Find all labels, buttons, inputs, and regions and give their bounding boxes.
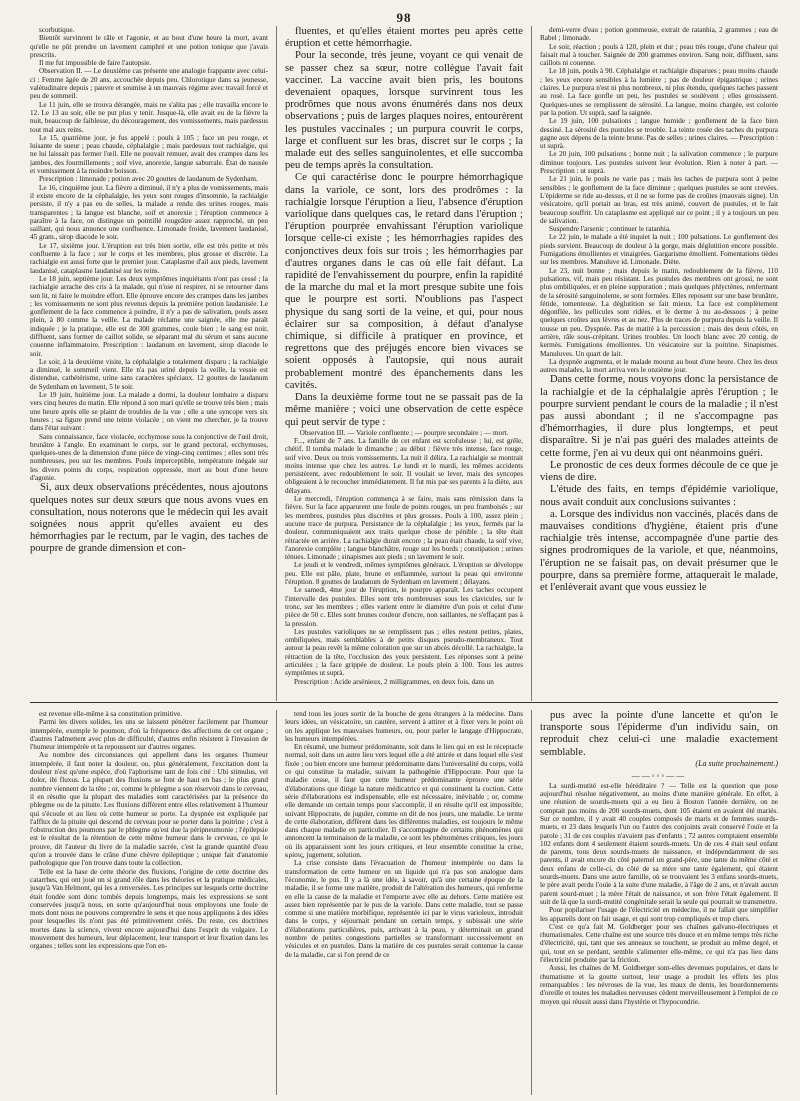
- paragraph: La dyspnée augmenta, et le malade mourut au bout d'une heure. Chez les deux autres malades, la mort arriva vers le onzième jour.: [540, 357, 778, 375]
- paragraph: Sans connaissance, face violacée, ecchymose sous la conjonctive de l'œil droit, brunâtre à l'angle. En examinant le corps, sur le grand pectoral, ecchymoses, quelques-unes de la dimension d'une pièce de vingt-cinq centimes ; elles sont très nombreuses, peu sur les membres. Pouls imperceptible, température inégale sur les divers points du corps, respiration oppressée, mort au bout d'une heure d'agonie.: [30, 432, 268, 483]
- paragraph: Le samedi, 4me jour de l'éruption, le pourpre apparaît. Les taches occupent l'intervalle des pustules. Elles sont très nombreuses sous les clavicules, sur le tronc, sur les membres ; elles varient entre le diamètre d'un pois et celui d'une pièce de 50 c. Elles sont brunes couleur d'encre, non saillantes, ne s'effaçant pas à la pression.: [285, 586, 523, 628]
- paragraph: Pour la seconde, très jeune, voyant ce qui venait de se passer chez sa sœur, notre collègue l'avait fait vacciner. La vaccine avait bien pris, les boutons devenaient opaques, lorsque survinrent tous les prodrômes que nous avons énumérés dans nos deux observations ; puis de larges plaques noires, entourèrent les pustules vaccinales ; un purpura couvrit le corps, large et confluent sur les bras, discret sur le corps ; la malade eut des selles sanguinolentes, et elle succomba peu de temps après la consultation.: [285, 50, 523, 172]
- paragraph: Le 16, cinquième jour. La fièvre a diminué, il n'y a plus de vomissements, mais il existe encore de la céphalalgie, les yeux sont rouges d'insomnie, la rachialgie persiste, il n'y a pas eu de selles, la malade a rendu des urines rouges, mais transparentes ; la langue est blanche, soif et anorexie ; l'éruption commence à paraître à la face, on distingue un pointillé rougeâtre assez rapproché, un peu saillant, qui nous annonce une confluence. Limonade froide, lavement laudanisé, 45 gram., sirop diacode le soir.: [30, 183, 268, 242]
- continuation-note: (La suite prochainement.): [695, 758, 778, 768]
- paragraph: F..., enfant de 7 ans. La famille de cet enfant est scrofuleuse ; lui, est grêle, chétif. Il tomba malade le dimanche ; au début : fièvre très intense, face rouge, soif vive. Deux ou trois vomissements. La nuit il délira. La rachialgie se montrait moins intense que chez les autres. Le lundi et le mardi, les mêmes accidents persistèrent, avec redoublement le soir. Il voulait se lever, mais des syncopes obligeaient à le recoucher immédiatement. Il fut mis par ses parents à la diète, aux délayans.: [285, 437, 523, 495]
- paragraph: Prescription : Acide arsénieux, 2 milligrammes, en deux fois, dans un: [294, 677, 494, 686]
- page-number: 98: [396, 10, 412, 25]
- paragraph: Le 23, nuit bonne ; mais depuis le matin, redoublement de la fièvre, 110 pulsations, vif, mais peu résistant. Les pustules des membres ont grossi, ne sont plus ombiliquées, et en pleine suppuration ; mais quelques phlyctènes, renfermant de la sérosité sanguinolente, se sont formées. Elles reposent sur une base brunâtre, fétide, tomenteuse. La déglutition se fait mieux. La face est complètement dégonflée, les pellicules sont ridées, et le derme à nu au-dessous ; à peine quelques croûtes aux lèvres et au nez. Plus de traces de purpura depuis la veille. Il tousse un peu. Dyspnée. Pas de matité à la percussion ; mais des deux côtés, en arrière, râle sous-crépitant. Urines troubles. Un looch blanc avec 20 centig. de kermès. Fumigations émollientes. Un vésicatoire sur la poitrine. Sinapismes. Manuluves. Un quart de lait.: [540, 266, 778, 358]
- observation-text: [540, 26, 778, 374]
- column-divider: [531, 26, 532, 701]
- top-column-1: [30, 26, 268, 701]
- paragraph: Suspendre l'arsenic ; continuer le ratanhia.: [549, 225, 671, 234]
- paragraph: Les pustules varioliques ne se remplissent pas ; elles restent petites, plates, ombiliquées, mais semblables à de petits disques pseudo-membraneux. Tout autour la peau revêt la même coloration que sur un abcès décollé. La rachialgie, la rétraction de la tête, l'occlusion des yeux persistent. Les réponses sont à peine articulées ; la face grippée de douleur. Le pouls plein à 100. Tous les autres symptômes ut suprà.: [285, 627, 523, 678]
- column-divider: [276, 26, 277, 701]
- section-rule: [30, 702, 778, 703]
- paragraph: L'étude des faits, en temps d'épidémie variolique, nous avait conduit aux conclusions suivantes :: [540, 484, 778, 508]
- commentary-text: [540, 374, 778, 594]
- paragraph: Le 19 juin, huitième jour. La malade a dormi, la douleur lombaire a disparu vers cinq heures du matin. Elle répond à son mari qu'elle se trouve très bien ; mais une heure après elle se plaint de troubles de la vue ; elle a une syncope vers six heures ; sa figure prend une teinte violacée ; on vient me chercher, je la trouve dans l'état suivant :: [30, 391, 268, 433]
- paragraph: La crise consiste dans l'évacuation de l'humeur intempérée ou dans la transformation de cette humeur en un liquide qui n'a pas son analogue dans l'économie, le pus. Il y a là une idée, à savoir, qu'à une certaine époque de la maladie, il se forme une matière, produit de l'altération des humeurs, qui renferme en elle la cause de la maladie et l'emporte avec elle au dehors. Cette matière est assez bien représentée par le pus de la variole. Dans cette maladie, tout se passe comme si une matière morbifique, représentée ici par le virus varioleux, introduit dans le corps, y séjournait pendant un certain temps, y subissait une série d'élaborations particulières, puis, arrivant à la peau, y déterminait un grand nombre de petites congestions partielles se transformant successivement en vésicules et en pustules. Dans la matière de ces pustules serait contenue la cause de la maladie, car si l'on prend de ce: [285, 859, 523, 959]
- column-divider: [531, 710, 532, 1095]
- top-column-3: [540, 26, 778, 701]
- paragraph: Observation II. — Le deuxième cas présente une analogie frappante avec celui-ci : Femme âgée de 20 ans, accouchée depuis peu. Chlorotique dans sa jeunesse, valétudinaire depuis ; pauvre et soumise à un mauvais régime avec travail forcé et peu de sommeil.: [30, 67, 268, 101]
- top-column-2: [285, 26, 523, 701]
- paragraph: pus avec la pointe d'une lancette et qu'on le transporte sous l'épiderme d'un individu sain, on reproduit chez celui-ci une maladie exactement semblable.: [540, 710, 778, 758]
- paragraph: La surdi-mutité est-elle héréditaire ? — Telle est la question que pose aujourd'hui résolue négativement, au moins d'une manière générale. En effet, à une réunion de sourds-muets qui a eu lieu à Boston l'année dernière, on ne comptait pas moins de 200 sourds-muets, dont 105 étaient en avaient été mariés. Sur ce nombre, il y avait 40 couples composés de maris et de femmes sourds-muets, et 23 dans lesquels l'un ou l'autre des conjoints avait conservé l'ouïe et la parole ; 31 de ces couples n'avaient pas d'enfants ; 72 autres comptaient ensemble 102 enfants dont 4 seulement étaient sourds-muets. Un de ces 4 était seul enfant de parents, tous deux sourds-muets de naissance, et indépendamment de ses parents, il avait encore du côté paternel un grand-père, une tante du même côté et deux enfans de celle-ci, du côté de sa mère une tante également, qui étaient sourds-muets. Dans une autre famille, où se trouvaient les 3 enfans sourds-muets, le père avait perdu l'ouïe à la suite d'une maladie, à l'âge de 2 ans, et n'avait aucun parent sourd-muet ; la mère l'était de naissance, et son frère l'était également. Il suit de là que la surdi-mutité congénitale serait la seule qui pourrait se transmettre.: [540, 781, 778, 906]
- paragraph: Telle est la base de cette théorie des fluxions, l'origine de cette doctrine des catarrhes, qui ont joué un si grand rôle dans les théories et la pratique médicales, jusqu'à Van Helmont, qui les a renversées. Les principes sur lesquels cette doctrine était fondée sont donc tombés depuis longtemps, mais les expressions se sont conservées jusqu'à nous, en sorte qu'aujourd'hui nous employons une foule de mots dont nous ne pouvons comprendre le sens et que nous appliquons à des idées pour lesquelles ils n'ont pas été primitivement créés. Du reste, ces doctrines mortes dans la science, vivent encore aujourd'hui dans l'esprit du vulgaire. Le mouvement des humeurs, leur déplacement, leur transport et leur fixation dans les organes ; telles sont les expressions que l'on en-: [30, 867, 268, 951]
- bottom-column-2: [285, 710, 523, 1095]
- paragraph: est revenue elle-même à sa constitution primitive.: [39, 710, 183, 718]
- commentary-text: [30, 482, 268, 555]
- paragraph: Observation III. — Variole confluente ; — pourpre secondaire ; — mort.: [299, 428, 509, 437]
- paragraph: Ce qui caractérise donc le pourpre hémorrhagique dans la variole, ce sont, lors des prodrômes : la rachialgie lorsque l'éruption a lieu, l'absence d'éruption variolique dans quelques cas, le retard dans l'éruption ; l'éruption pourprée envahissant l'éruption variolique lorsque celle-ci existe ; les hémorrhagies rapides des conjonctives deux fois sur trois ; les hémorrhagies par d'autres organes dans le cas où elle fait défaut. La rapidité de l'envahissement du pourpre, enfin la rapidité de la marche du mal et la mort presque subite une fois que le pourpre est sorti. N'oublions pas l'aspect physique du sang sorti de la veine, et qui, pour nous éclairer sur sa composition, à défaut d'analyse chimique, si difficile à pratiquer en province, et regrettons que des préjugés encore bien vivaces se soient opposés à l'autopsie, qui nous aurait probablement montré des épanchements dans les cavités.: [285, 172, 523, 391]
- paragraph: Dans la deuxième forme tout ne se passait pas de la même manière ; voici une observation de cette espèce qui peut servir de type :: [285, 392, 523, 428]
- paragraph: Le 18 juin, pouls à 90. Céphalalgie et rachialgie disparues ; peau moins chaude ; les yeux encore sensibles à la lumière ; pas de douleur épigastrique ; urines claires. Le purpura n'est ni plus nombreux, ni plus étendu, quelques taches passent au rosé. La face gonfle un peu, les pustules se soulèvent ; elles grossissent. Quelques-unes se remplissent de sérosité. La langue, moins chargée, est colorée par la potion. Ut suprà, sauf la saignée.: [540, 67, 778, 117]
- paragraph: demi-verre d'eau ; potion gommeuse, extrait de ratanhia, 2 grammes ; eau de Rabel ; limonade.: [540, 26, 778, 43]
- paragraph: Le 15, quatrième jour, je fus appelé : pouls à 105 ; face un peu rouge, et luisante de sueur ; peau chaude, céphalalgie ; mais pardessus tout rachialgie, qui ne lui laissait pas fermer l'œil. Elle ne pouvait remuer, avait des crampes dans les jambes, des fourmillements ; soif vive, anorexie, langue saburrale. État de nausée et vomissement à la moindre boisson.: [30, 133, 268, 176]
- paragraph: Au nombre des circonstances qui appellent dans les organes l'humeur intempérée, il faut noter la douleur, ou, plus généralement, l'excitation dont la douleur n'est qu'une espèce, d'où l'aphorisme tant de fois cité : Ubi stimulus, vel dolor, ibi fluxus. La plupart des fluxions se font de haut en bas ; le plus grand nombre viennent de la tête ; or, comme le phlegme a son réservoir dans le cerveau, il en résulte que la plupart des maladies sont caractérisées par la présence du phlegme ou de la pituite. Les fluxions diffèrent entre elles relativement à l'humeur qui s'écoule et au lieu où cette humeur se porte. La dyspnée est expliquée par l'afflux de la pituite qui descend du cerveau pour se porter dans la poitrine ; c'est à l'obstruction des poumons par le phlegme qu'est due la péripneumonie ; l'épilepsie est le résultat de la rétention de cette même humeur dans le cerveau, ce qui le prouve, dit l'auteur du livre de la maladie sacrée, c'est la grande quantité d'eau qu'on a trouvée dans le crâne d'une chèvre épileptique ; unique fait d'anatomie pathologique que l'on trouve dans toute la collection.: [30, 751, 268, 868]
- paragraph: Le pronostic de ces deux formes découle de ce que je viens de dire.: [540, 459, 778, 484]
- paragraph: Bientôt survinrent le râle et l'agonie, et au bout d'une heure la mort, avant qu'elle ne pût prendre un lavement camphré et une potion tonique que j'avais prescrits.: [30, 34, 268, 59]
- article-ending: [540, 710, 778, 759]
- paragraph: a. Lorsque des individus non vaccinés, placés dans de mauvaises conditions d'hygiène, étaient pris d'une rachialgie très intense, accompagnée d'une partie des signes prodromiques de la variole, et que, néanmoins, l'éruption ne se faisait pas, on devait présumer que le pourpre, dans sa première forme, attaquerait le malade, et l'enlèverait avant que vous eussiez le: [540, 508, 778, 593]
- paragraph: scorbutique.: [39, 26, 75, 34]
- bottom-section: [30, 710, 778, 1095]
- column-divider: [276, 710, 277, 1095]
- newspaper-page: [30, 0, 778, 1101]
- paragraph: Le 19 juin, 100 pulsations ; langue humide ; gonflement de la face bien dessiné. La sérosité des pustules se trouble. La teinte rosée des taches du purpura gagne aux dépens de la teinte brune. Pas de selles ; urines claires. — Prescription : ut suprà.: [540, 117, 778, 151]
- paragraph: Dans cette forme, nous voyons donc la persistance de la rachialgie et de la céphalalgie après l'éruption ; le pourpre survient pendant le cours de la maladie ; il n'est pas aussi abondant ; il ne s'accompagne pas d'hémorrhagies, il dure plus longtemps, et peut disparaître. Si je n'ai pas guéri des malades atteints de cette forme, j'en ai vu deux qui ont néanmoins guéri.: [540, 374, 778, 459]
- paragraph: Prescription : limonade ; potion avec 20 gouttes de laudanum de Sydenham.: [39, 175, 258, 184]
- paragraph: Parmi les divers solides, les uns se laissent pénétrer facilement par l'humeur intempérée, exemple le poumon, d'où la fréquence des affections de cet organe ; d'autres l'admettent avec plus de difficulté, d'autres enfin résistent à l'invasion de l'humeur intempérée et la repoussent sur d'autres organes.: [30, 718, 268, 752]
- paragraph: Il me fut impossible de faire l'autopsie.: [39, 59, 152, 68]
- paragraph: Le 22 juin, le malade a été inquiet la nuit ; 100 pulsations. Le gonflement des pieds survient. Beaucoup de douleur à la gorge, mais déglutition encore possible. Fumigations émollientes et vinaigrées. Gargarisme émollient. Fomentations tièdes sur les membres. Manuluve id. Limonade. Diète.: [540, 233, 778, 267]
- paragraph: Le 20 juin, 100 pulsations ; bonne nuit ; la salivation commence ; le purpure diminue toujours. Les pustules suivent leur évolution. Rien à noter à part. — Prescription : ut suprà.: [540, 150, 778, 176]
- observation-text: [30, 26, 268, 482]
- paragraph: Le 11 juin, elle se trouva dérangée, mais ne s'alita pas ; elle travailla encore le 12. Le 13 au soir, elle ne put plus y tenir. Jusque-là, elle avait eu de la fièvre la nuit, beaucoup de faiblesse, du découragement, des vomissements, mais pardessus tout mal aux reins.: [30, 100, 268, 134]
- paragraph: Le soir, réaction ; pouls à 120, plein et dur ; peau très rouge, d'une chaleur qui faisait mal à toucher. Saignée de 200 grammes environ. Sang noir, diffluent, sans caillots ni couenne.: [540, 42, 778, 68]
- paragraph: fluentes, et qu'elles étaient mortes peu après cette éruption et cette hémorrhagie.: [285, 26, 523, 50]
- paragraph: tend tous les jours sortir de la bouche de gens étrangers à la médecine. Dans leurs idées, un vésicatoire, un cautère, servent à attirer et à fixer vers le point où on les applique les mauvaises humeurs, ou, pour parler le langage d'Hippocrate, les humeurs intempérées.: [285, 710, 523, 743]
- paragraph: Le mercredi, l'éruption commença à se faire, mais sans rémission dans la fièvre. Sur la face apparurent une foule de points rouges, un peu framboisés ; sur les membres, pustules plus discrètes et plus grosses. Pouls à 100, assez plein ; aucune trace de purpura. Persistance de la céphalalgie ; les yeux, fermés par la douleur, communiquaient aux traits quelque chose de pénible ; la tête était rétractée en arrière. La rachialgie durait encore ; la peau était chaude, la soif vive, l'anorexie complète ; langue blanchâtre, rouge sur les bords ; constipation ; urines ténues. Limonade ; sinapismes aux pieds ; un lavement le soir.: [285, 495, 523, 562]
- paragraph: Le soir, à la deuxième visite, la céphalalgie a totalement disparu ; la rachialgie a diminué, le sommeil vient. Elle n'a pas uriné depuis la veille, la vessie est distendue, cathétérisme, urine sans caractères spéciaux. 12 gouttes de laudanum de Sydenham en lavement, 5 le soir.: [30, 357, 268, 391]
- bottom-column-3: [540, 710, 778, 1095]
- paragraph: C'est ce qu'a fait M. Goldberger pour ses chaînes galvano-électriques et rhumatismales. Cette chaîne est une source très douce et en même temps très riche d'électricité, qui, tant que ses anneaux se touchent, se produit au même degré, et qui, tout en se perdant, semble s'alimenter elle-même, ce qui n'a pas lieu dans l'électricité produite par la friction.: [540, 922, 778, 965]
- paragraph: Le 17, sixième jour. L'éruption est très bien sortie, elle est très petite et très confluente à la face ; sur le corps et les membres, plus grosse et discrète. La rachialgie est aussi forte que le premier jour. Cataplasme d'ail aux pieds, lavement laudanisé, cataplasme laudanisé sur les reins.: [30, 241, 268, 275]
- ornament-divider: ——◦◦◦——: [631, 770, 687, 780]
- paragraph: Si, aux deux observations précédentes, nous ajoutons quelques notes sur deux sœurs que nous avons vues en consultation, nous noterons que le médecin qui les avait soignées nous apprit qu'elles avaient eu des hémorrhagies par le rectum, par le vagin, des taches de pourpre de grande dimension et con-: [30, 482, 268, 555]
- commentary-text: [285, 26, 523, 429]
- paragraph: Aussi, les chaînes de M. Goldberger sont-elles devenues populaires, et dans le rhumatisme et la goutte surtout, leur usage a produit les effets les plus remarquables : les névroses de la vue, les maux de dents, les bourdonnements d'oreille et toutes les maladies nerveuses cèdent merveilleusement à l'emploi de ce moyen qui réussit aussi dans l'hystérie et l'hypocondrie.: [540, 964, 778, 1006]
- paragraph: Le jeudi et le vendredi, mêmes symptômes généraux. L'éruption se développe peu. Elle est pâle, plate, brune et enflammée, surtout la peau qui environne l'éruption. 8 gouttes de laudanum de Sydenham en lavement ; délayans.: [285, 561, 523, 587]
- paragraph: Pour popilariser l'usage de l'électricité en médecine, il ne fallait que simplifier les appareils dont on fait usage, et qui sont trop compliqués et trop chers.: [540, 906, 778, 923]
- bottom-column-1: [30, 710, 268, 1095]
- news-items: [540, 782, 778, 1006]
- observation-text: [285, 429, 523, 686]
- paragraph: En résumé, une humeur prédominante, soit dans le lieu qui en est le réceptacle normal, soit dans un autre lieu vers lequel elle a été attirée et dans lequel elle s'est fixée ; ou bien encore une humeur prédominante dans l'universalité du corps, voilà ce qui constitue la maladie, suivant la pathogénie d'Hippocrate. Pour que la maladie cesse, il faut que cette humeur prédominante éprouve une série d'élaborations que dirige la nature médicatrice et qui constituent la coction. Cette série d'élaborations est indispensable, elle est nécessaire, inévitable ; or, comme elle demande un certain temps pour s'accomplir, il en résulte qu'il est impossible, suivant Hippocrate, de juguler, comme on dit de nos jours, une maladie. Le terme de cette élaboration, diffèrent dans les différentes maladies, est toujours le même dans chaque maladie en particulier. Il s'accompagne de certains phénomènes qui annoncent la terminaison de la maladie, ce sont les phénomènes critiques, les jours où ils apparaissent sont les jours critiques, et leur ensemble constitue la crise, κρίσις, jugement, solution.: [285, 743, 523, 860]
- paragraph: Le 18 juin, septième jour. Les deux symptômes inquiétants n'ont pas cessé ; la rachialgie arrache des cris à la malade, qui n'ose ni respirer, ni se retourner dans son lit, ni faire le moindre effort. Elle éprouve encore des crampes dans les jambes ; les vomissements ne sont plus revenus depuis la première potion laudanisée. Le gonflement de la face commence à poindre, il n'y a pas de salivation, pouls assez plein, à 80 comme la veille. La malade réclame une saignée, elle me paraît indiquée ; je la pratique, elle est de 300 grammes, coule bien ; le sang est noir, diffluent, sans former de caillot solide, se séparant mal du sérum et sans aucune couenne inflammatoire. Prescription : laudanum en lavement, sirop diacode le soir.: [30, 274, 268, 358]
- top-section: [30, 26, 778, 701]
- paragraph: Le 21 juin, le pouls ne varie pas ; mais les taches de purpura sont à peine sensibles ; le gonflement de la face diminue ; quelques pustules se sont crevées. L'épiderme se ride au-dessus, et il ne se forme pas de croûtes (mauvais signe). Un vésicatoire, qu'il portait au bras, est très animé, couvert de pustules, et le fait beaucoup souffrir. Un cataplasme est appliqué sur ce point ; il y a toujours un peu de salivation.: [540, 175, 778, 225]
